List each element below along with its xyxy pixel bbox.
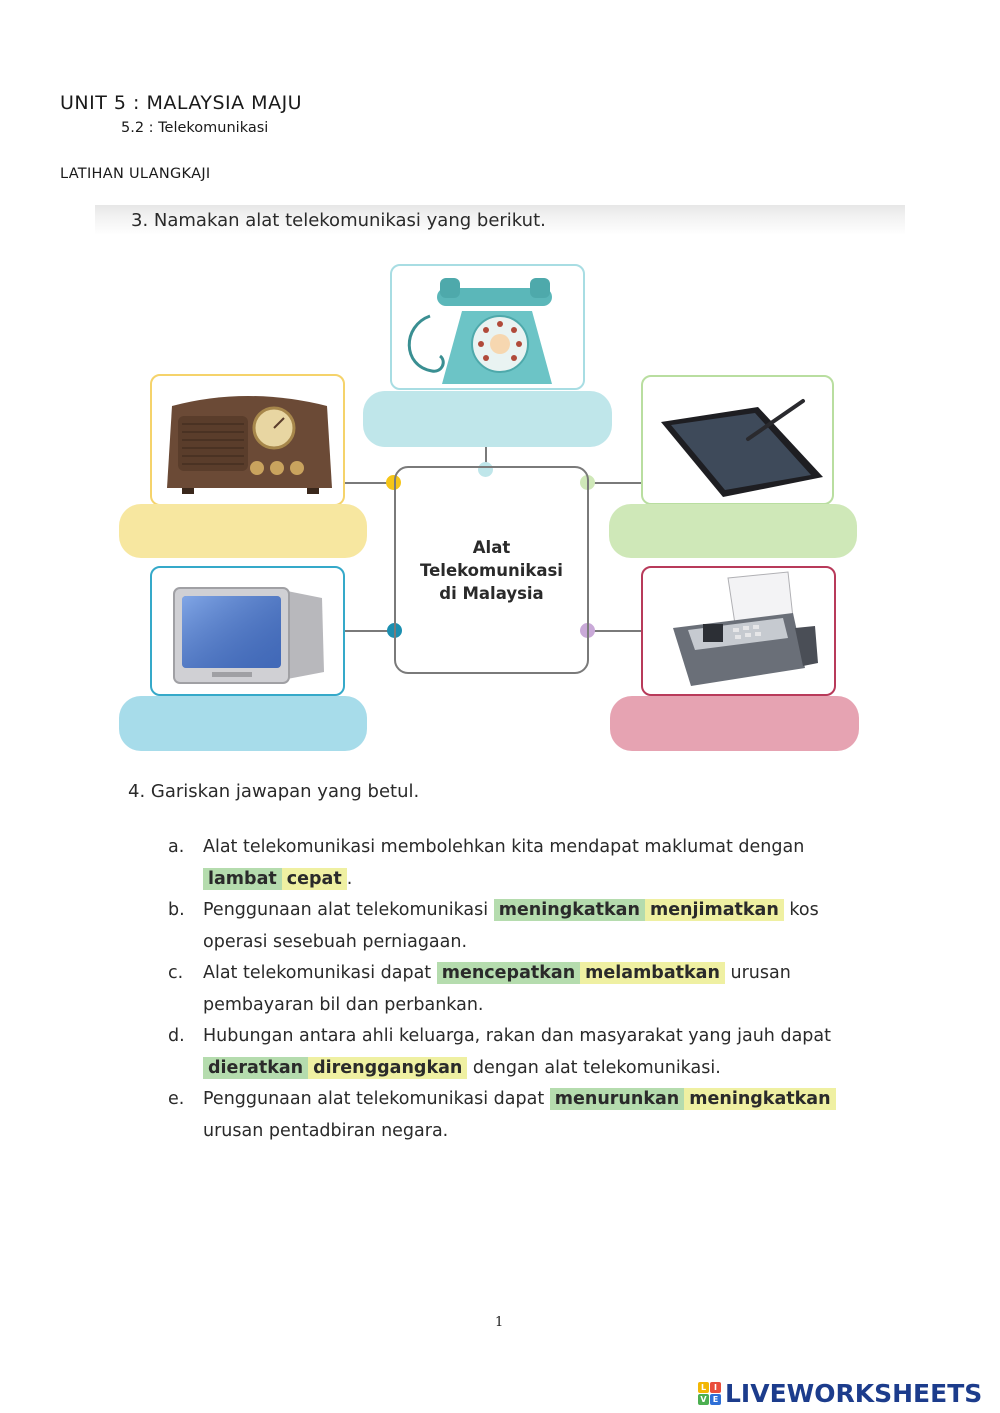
liveworksheets-logo-icon — [698, 1382, 721, 1405]
item-c — [168, 958, 888, 1021]
item-label: d. — [168, 1026, 185, 1046]
tablet-card — [641, 375, 834, 505]
option-2[interactable]: menjimatkan — [645, 899, 784, 921]
fax-card — [641, 566, 836, 696]
item-e — [168, 1084, 888, 1147]
connector-tablet — [588, 482, 642, 484]
center-line-2: Telekomunikasi — [420, 560, 563, 580]
center-line-3: di Malaysia — [439, 583, 544, 603]
option-1[interactable]: lambat — [203, 868, 282, 890]
brand-text: LIVEWORKSHEETS — [725, 1379, 983, 1408]
option-2[interactable]: cepat — [282, 868, 347, 890]
item-text: Alat telekomunikasi dapat — [203, 963, 437, 983]
center-topic-box — [394, 466, 589, 674]
section-title: LATIHAN ULANGKAJI — [60, 166, 211, 182]
item-text-end: . — [346, 868, 353, 889]
logo-letter: V — [698, 1394, 709, 1405]
fax-machine-icon — [643, 568, 834, 694]
item-text: Alat telekomunikasi membolehkan kita mendapat maklumat dengan — [203, 837, 805, 857]
item-a — [168, 832, 888, 895]
question-4-text: 4. Gariskan jawapan yang betul. — [128, 781, 420, 802]
item-text-end: urusan pentadbiran negara. — [203, 1120, 449, 1141]
television-card — [150, 566, 345, 696]
telephone-card — [390, 264, 585, 390]
page-number: 1 — [495, 1315, 504, 1330]
item-b — [168, 895, 888, 958]
item-text-end: kos operasi sesebuah perniagaan. — [203, 900, 819, 952]
item-text: Penggunaan alat telekomunikasi dapat — [203, 1089, 550, 1109]
fax-answer-box[interactable] — [610, 696, 859, 751]
unit-title: UNIT 5 : MALAYSIA MAJU — [60, 92, 303, 114]
radio-icon — [152, 376, 343, 504]
option-1[interactable]: menurunkan — [550, 1088, 684, 1110]
radio-card — [150, 374, 345, 506]
telephone-icon — [392, 266, 583, 388]
option-1[interactable]: dieratkan — [203, 1057, 308, 1079]
item-d — [168, 1021, 888, 1084]
question-4-items — [168, 832, 888, 1147]
television-icon — [152, 568, 343, 694]
option-1[interactable]: mencepatkan — [437, 962, 580, 984]
center-line-1: Alat — [472, 537, 511, 557]
item-label: c. — [168, 963, 184, 983]
item-text-end: urusan pembayaran bil dan perbankan. — [203, 963, 791, 1015]
item-label: e. — [168, 1089, 185, 1109]
option-2[interactable]: melambatkan — [580, 962, 725, 984]
logo-letter: I — [710, 1382, 721, 1393]
option-2[interactable]: direnggangkan — [308, 1057, 467, 1079]
item-text: Hubungan antara ahli keluarga, rakan dan masyarakat yang jauh dapat — [203, 1026, 831, 1046]
option-1[interactable]: meningkatkan — [494, 899, 645, 921]
item-text-end: dengan alat telekomunikasi. — [467, 1057, 721, 1078]
television-answer-box[interactable] — [119, 696, 367, 751]
liveworksheets-brand[interactable] — [698, 1379, 982, 1408]
tablet-answer-box[interactable] — [609, 504, 857, 558]
question-3-text: 3. Namakan alat telekomunikasi yang berikut. — [131, 210, 546, 231]
item-text: Penggunaan alat telekomunikasi — [203, 900, 494, 920]
telephone-answer-box[interactable] — [363, 391, 612, 447]
logo-letter: L — [698, 1382, 709, 1393]
option-2[interactable]: meningkatkan — [684, 1088, 835, 1110]
connector-fax — [588, 630, 642, 632]
radio-answer-box[interactable] — [119, 504, 367, 558]
logo-letter: E — [710, 1394, 721, 1405]
item-label: b. — [168, 900, 185, 920]
tablet-icon — [643, 377, 832, 503]
sub-title: 5.2 : Telekomunikasi — [121, 120, 269, 136]
item-label: a. — [168, 837, 185, 857]
